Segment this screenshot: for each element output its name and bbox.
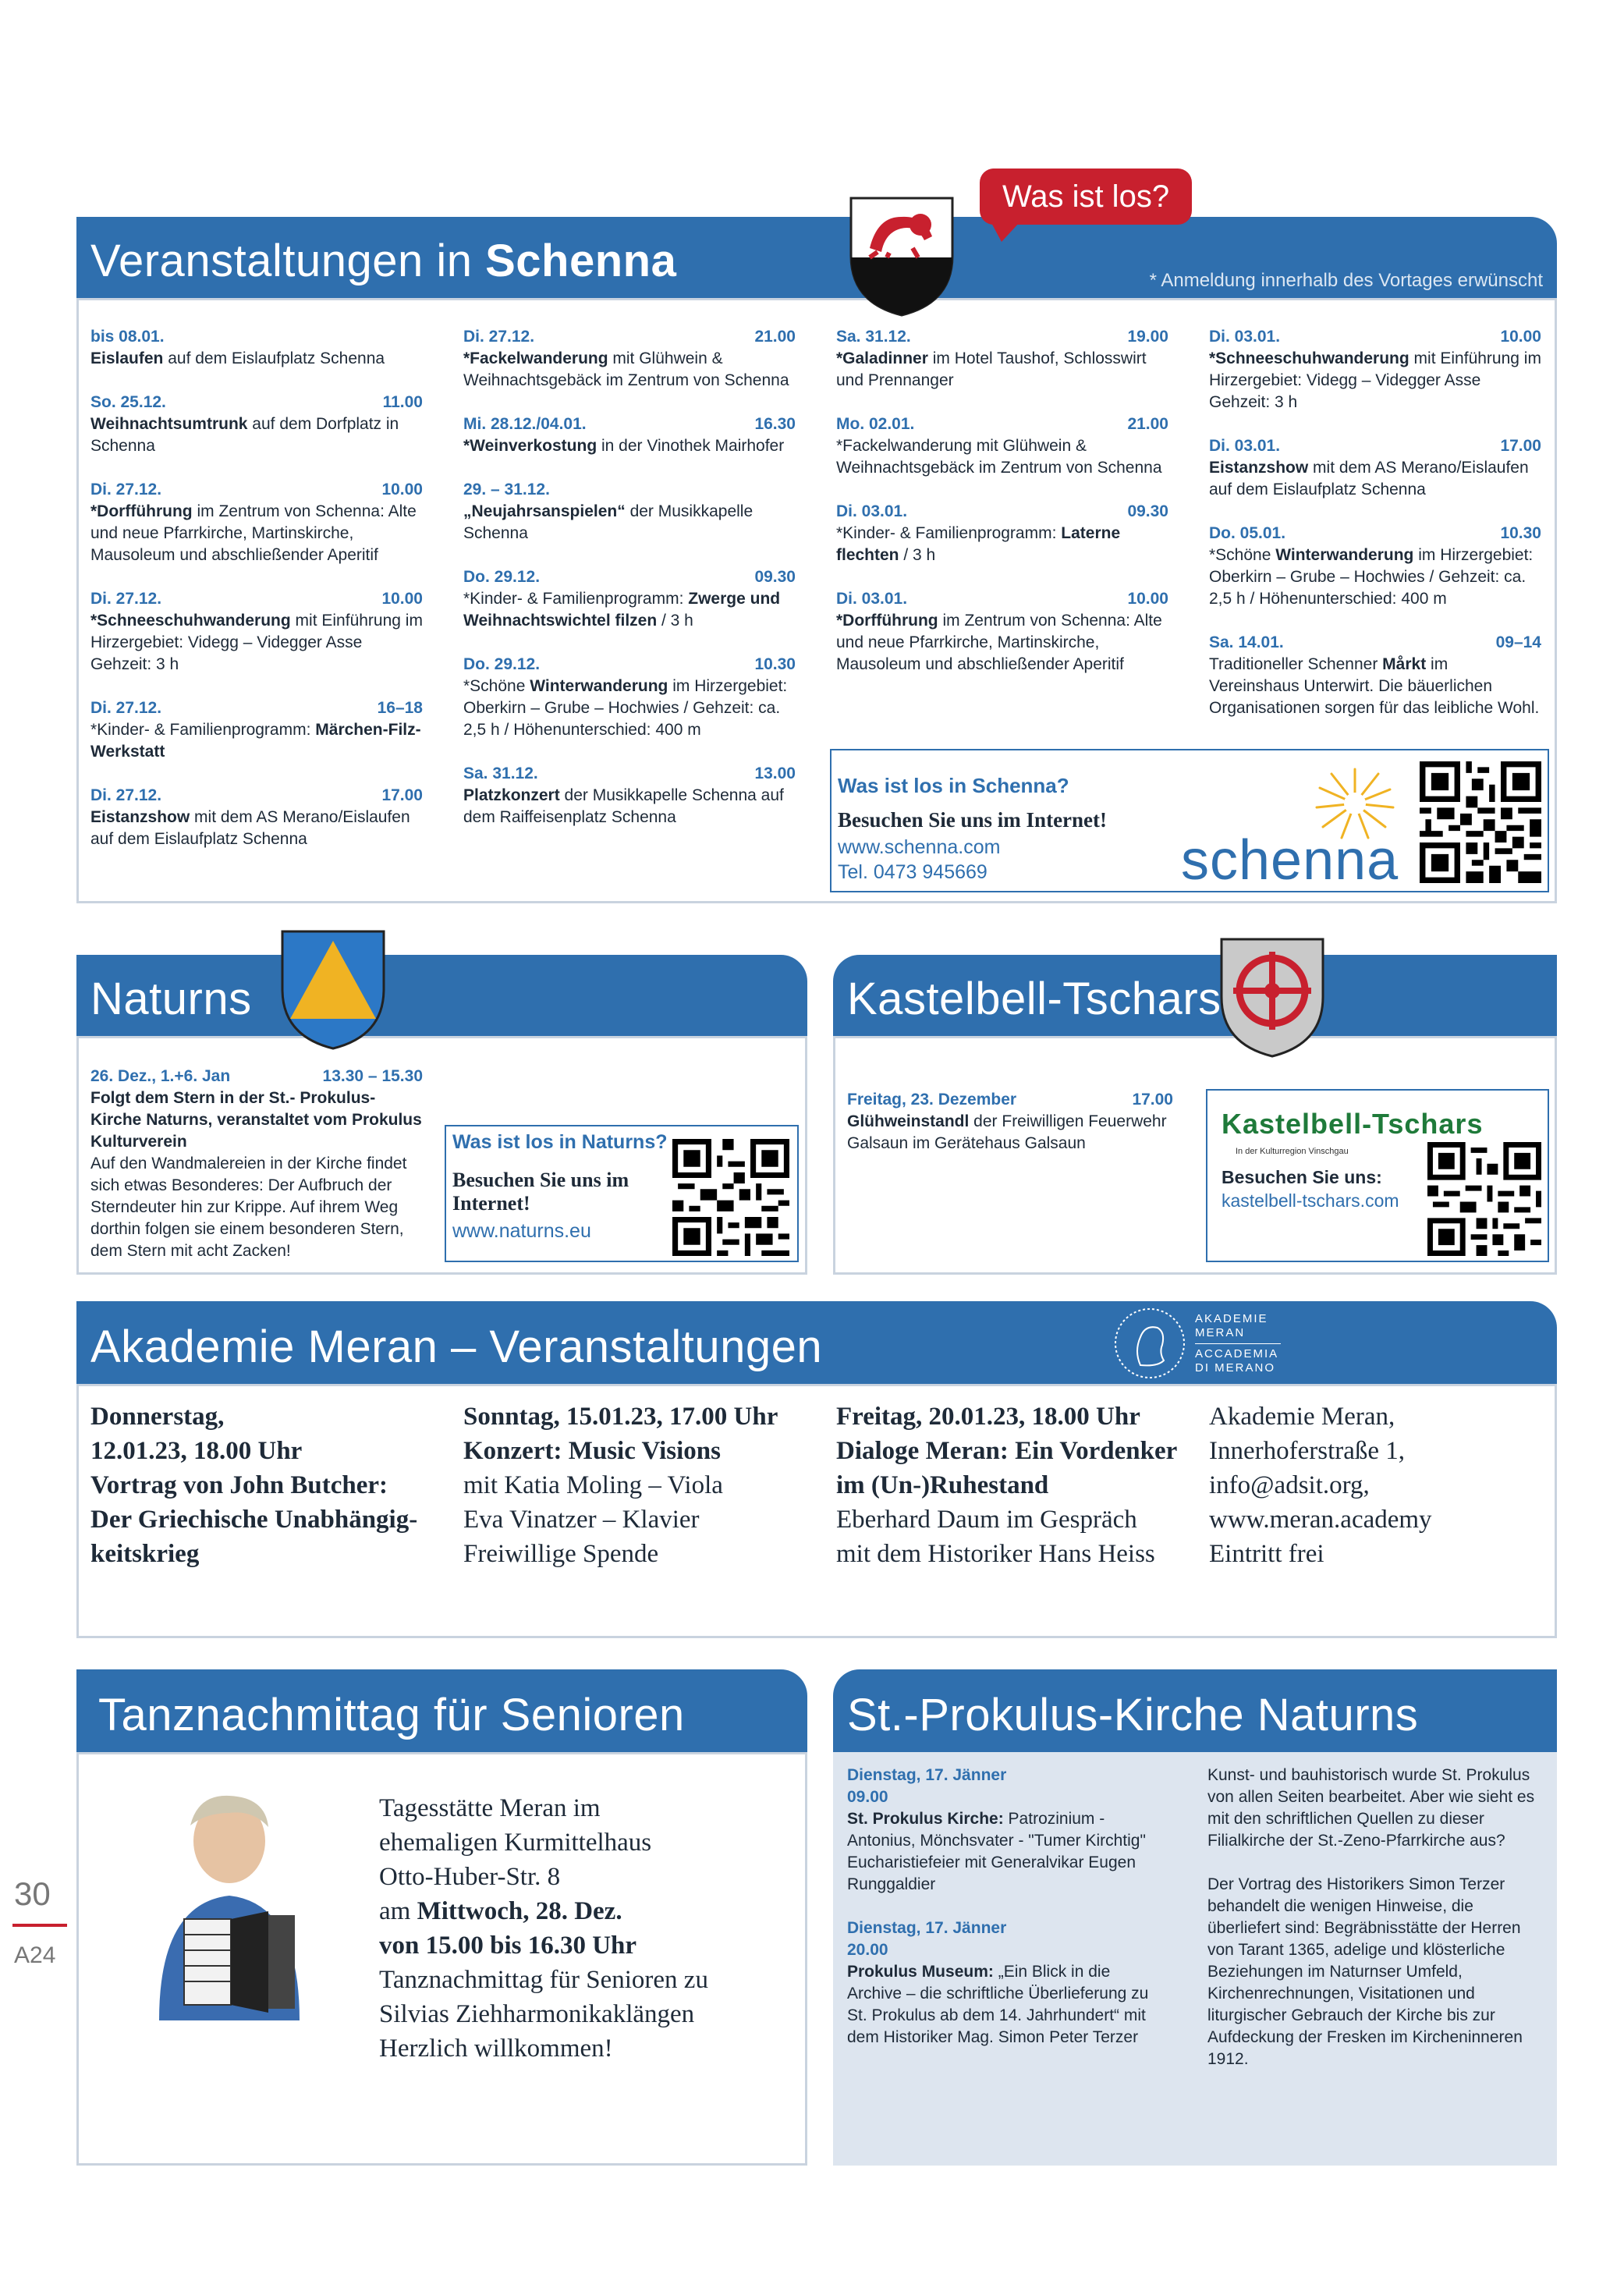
schenna-title: Veranstaltungen in Schenna bbox=[90, 236, 677, 286]
event: Di. 27.12. 21.00 *Fackelwanderung mit Glühwein & Weihnachtsgebäck im Zentrum von Schenna bbox=[463, 328, 796, 389]
akademie-col-4: Akademie Meran, Innerhoferstraße 1, info@adsit.org, www.meran.academy Eintritt frei bbox=[1209, 1403, 1432, 1568]
schenna-logo: schenna bbox=[1181, 829, 1399, 892]
schenna-info-box bbox=[830, 749, 1549, 892]
schenna-col-2 bbox=[463, 326, 796, 828]
prokulus-description: Kunst- und bauhistorisch wurde St. Prokulus von allen Seiten bearbeitet. Aber wie sieht es mit den schriftlichen Quellen zu dieser Filialkirche der St.-Zeno-Pfarrkirche aus? Der Vortrag des Historikers Simon Terzer behandelt die wenigen Hinweise, die überliefert sind: Begräbnisstätte der Herren von Tarant 1365, adelige und klösterliche Beziehungen im Naturnser Umfeld, Kirchenrechnungen, Visitationen und liturgischer Gebrauch der Kirche bis zur Aufdeckung der Fresken im Kircheninneren 1912. bbox=[1207, 1766, 1535, 2068]
event: Di. 03.01. 17.00 Eistanzshow mit dem AS Merano/Eislaufen auf dem Eislaufplatz Schenna bbox=[1209, 437, 1541, 498]
schenna-phone: Tel. 0473 945669 bbox=[838, 861, 988, 883]
kastelbell-info-box bbox=[1206, 1089, 1549, 1262]
akademie-logo-text: AKADEMIE MERAN ACCADEMIA DI MERANO bbox=[1195, 1312, 1281, 1375]
schenna-info-visit: Besuchen Sie uns im Internet! bbox=[838, 808, 1108, 832]
event: Sa. 31.12. 13.00 Platzkonzert der Musikkapelle Schenna auf dem Raiffeisenplatz Schenna bbox=[463, 764, 796, 826]
kastelbell-title: Kastelbell-Tschars bbox=[847, 974, 1222, 1024]
akademie-col-2: Sonntag, 15.01.23, 17.00 Uhr Konzert: Music Visions mit Katia Moling – Viola Eva Vinatzer – Klavier Freiwillige Spende bbox=[463, 1403, 778, 1568]
event: Di. 03.01. 09.30 *Kinder- & Familienprogramm: Laterne flechten / 3 h bbox=[836, 502, 1168, 564]
was-ist-los-bubble bbox=[980, 169, 1192, 225]
event: Di. 27.12. 10.00 *Schneeschuhwanderung mit Einführung im Hirzergebiet: Videgg – Videgger Asse Gehzeit: 3 h bbox=[90, 590, 423, 673]
schenna-url-link[interactable]: www.schenna.com bbox=[838, 836, 1001, 858]
naturns-url-link[interactable]: www.naturns.eu bbox=[452, 1220, 591, 1242]
akademie-logo-icon bbox=[1111, 1304, 1189, 1382]
akademie-col-1: Donnerstag, 12.01.23, 18.00 Uhr Vortrag von John Butcher: Der Griechische Unabhängig- keitskrieg bbox=[90, 1403, 418, 1568]
prokulus-header bbox=[833, 1669, 1557, 1752]
event: Di. 27.12. 10.00 *Dorfführung im Zentrum von Schenna: Alte und neue Pfarrkirche, Martinskirche, Mausoleum und abschließender Aperitif bbox=[90, 481, 423, 564]
event: bis 08.01. Eislaufen auf dem Eislaufplatz Schenna bbox=[90, 328, 385, 367]
naturns-info-box bbox=[445, 1125, 799, 1262]
prokulus-title: St.-Prokulus-Kirche Naturns bbox=[847, 1690, 1419, 1740]
event: Do. 29.12. 09.30 *Kinder- & Familienprogramm: Zwerge und Weihnachtswichtel filzen / 3 h bbox=[463, 568, 796, 630]
naturns-info-question: Was ist los in Naturns? bbox=[452, 1131, 668, 1153]
event: Sa. 31.12. 19.00 *Galadinner im Hotel Taushof, Schlosswirt und Prennanger bbox=[836, 328, 1168, 389]
schenna-col-3 bbox=[836, 326, 1168, 676]
schenna-note: * Anmeldung innerhalb des Vortages erwünscht bbox=[1149, 270, 1543, 291]
page-divider bbox=[12, 1924, 67, 1927]
schenna-col-4 bbox=[1209, 326, 1541, 719]
tanz-header bbox=[76, 1669, 807, 1752]
schenna-header bbox=[76, 217, 1557, 298]
event: Do. 29.12. 10.30 *Schöne Winterwanderung im Hirzergebiet: Oberkirn – Grube – Hochwies / Gehzeit: ca. 2,5 h / Höhenunterschied: 400 m bbox=[463, 655, 796, 739]
kastelbell-event: Freitag, 23. Dezember 17.00 Glühweinstandl der Freiwilligen Feuerwehr Galsaun im Gerätehaus Galsaun bbox=[847, 1091, 1173, 1152]
naturns-header bbox=[76, 955, 807, 1036]
akademie-header bbox=[76, 1301, 1557, 1384]
naturns-event-text: Auf den Wandmalereien in der Kirche findet sich etwas Besonderes: Der Aufbruch der Sterndeuter hin zur Krippe. Auf ihrem Weg dorthin folgen sie einem besonderen Stern, dem Stern mit acht Zacken! bbox=[90, 1155, 407, 1260]
prokulus-events: Dienstag, 17. Jänner 09.00 St. Prokulus Kirche: Patrozinium - Antonius, Mönchsvater - "Tumer Kirchtig" Eucharistiefeier mit Generalvikar Eugen Runggaldier Dienstag, 17. Jänner 20.00 Prokulus Museum: „Ein Blick in die Archive – die schriftliche Überlieferung zu St. Prokulus ab dem 14. Jahrhundert“ mit dem Historiker Mag. Simon Peter Terzer bbox=[847, 1766, 1149, 2046]
naturns-info-visit: Besuchen Sie uns im Internet! bbox=[452, 1169, 629, 1215]
bubble-tail bbox=[991, 222, 1020, 242]
schenna-qr-code-icon bbox=[1420, 761, 1541, 883]
kastelbell-url-link[interactable]: kastelbell-tschars.com bbox=[1222, 1190, 1399, 1211]
event: Di. 27.12. 16–18 *Kinder- & Familienprogramm: Märchen-Filz-Werkstatt bbox=[90, 699, 423, 761]
kastelbell-logo: Kastelbell-Tschars bbox=[1222, 1108, 1484, 1140]
tanz-title: Tanznachmittag für Senioren bbox=[98, 1690, 685, 1740]
naturns-event-title: Folgt dem Stern in der St.- Prokulus-Kirche Naturns, veranstaltet vom Prokulus Kulturverein bbox=[90, 1089, 422, 1151]
event: Di. 27.12. 17.00 Eistanzshow mit dem AS Merano/Eislaufen auf dem Eislaufplatz Schenna bbox=[90, 786, 423, 848]
event: Do. 05.01. 10.30 *Schöne Winterwanderung im Hirzergebiet: Oberkirn – Grube – Hochwies / Gehzeit: ca. 2,5 h / Höhenunterschied: 400 m bbox=[1209, 524, 1541, 608]
event: Sa. 14.01. 09–14 Traditioneller Schenner Mårkt im Vereinshaus Unterwirt. Die bäuerlichen Organisationen sorgen für das leibliche Wohl. bbox=[1209, 633, 1541, 717]
event: Di. 03.01. 10.00 *Dorfführung im Zentrum von Schenna: Alte und neue Pfarrkirche, Martinskirche, Mausoleum und abschließender Aperitif bbox=[836, 590, 1168, 673]
page-number: 30 bbox=[14, 1875, 51, 1912]
naturns-event: 26. Dez., 1.+6. Jan 13.30 – 15.30 Folgt dem Stern in der St.- Prokulus-Kirche Naturns, veranstaltet vom Prokulus Kulturverein Auf den Wandmalereien in der Kirche findet sich etwas Besonderes: Der Aufbruch der Sterndeuter hin zur Krippe. Auf ihrem Weg dorthin folgen sie einem besonderen Stern, dem Stern mit acht Zacken! bbox=[90, 1067, 423, 1260]
akademie-title: Akademie Meran – Veranstaltungen bbox=[90, 1321, 823, 1372]
naturns-title: Naturns bbox=[90, 974, 252, 1024]
schenna-info-question: Was ist los in Schenna? bbox=[838, 774, 1069, 797]
kastelbell-logo-sub: In der Kulturregion Vinschgau bbox=[1236, 1147, 1349, 1156]
schenna-col-1 bbox=[90, 326, 423, 850]
bubble-text: Was ist los? bbox=[1002, 179, 1170, 214]
kastelbell-header bbox=[833, 955, 1557, 1036]
event: Mo. 02.01. 21.00 *Fackelwanderung mit Glühwein & Weihnachtsgebäck im Zentrum von Schenna bbox=[836, 415, 1168, 477]
naturns-qr-code-icon bbox=[672, 1139, 789, 1256]
kastelbell-visit: Besuchen Sie uns: bbox=[1222, 1167, 1382, 1187]
event: So. 25.12. 11.00 Weihnachtsumtrunk auf dem Dorfplatz in Schenna bbox=[90, 393, 423, 455]
page-code: A24 bbox=[14, 1942, 56, 1968]
accordion-player-photo-icon bbox=[112, 1786, 346, 2020]
event: 29. – 31.12. „Neujahrsanspielen“ der Musikkapelle Schenna bbox=[463, 481, 753, 542]
event: Di. 03.01. 10.00 *Schneeschuhwanderung mit Einführung im Hirzergebiet: Videgg – Videgger Asse Gehzeit: 3 h bbox=[1209, 328, 1541, 411]
naturns-coat-of-arms-icon bbox=[278, 927, 388, 1052]
tanz-text: Tagesstätte Meran im ehemaligen Kurmittelhaus Otto-Huber-Str. 8 am Mittwoch, 28. Dez. von 15.00 bis 16.30 Uhr Tanznachmittag für Senioren zu Silvias Ziehharmonikaklängen Herzlich willkommen! bbox=[379, 1794, 708, 2063]
kastelbell-qr-code-icon bbox=[1427, 1142, 1541, 1256]
akademie-col-3: Freitag, 20.01.23, 18.00 Uhr Dialoge Meran: Ein Vordenker im (Un-)Ruhestand Eberhard Daum im Gespräch mit dem Historiker Hans Heiss bbox=[836, 1403, 1178, 1568]
schenna-coat-of-arms-icon bbox=[846, 193, 957, 318]
kastelbell-coat-of-arms-icon bbox=[1217, 935, 1328, 1059]
event: Mi. 28.12./04.01. 16.30 *Weinverkostung in der Vinothek Mairhofer bbox=[463, 415, 796, 455]
